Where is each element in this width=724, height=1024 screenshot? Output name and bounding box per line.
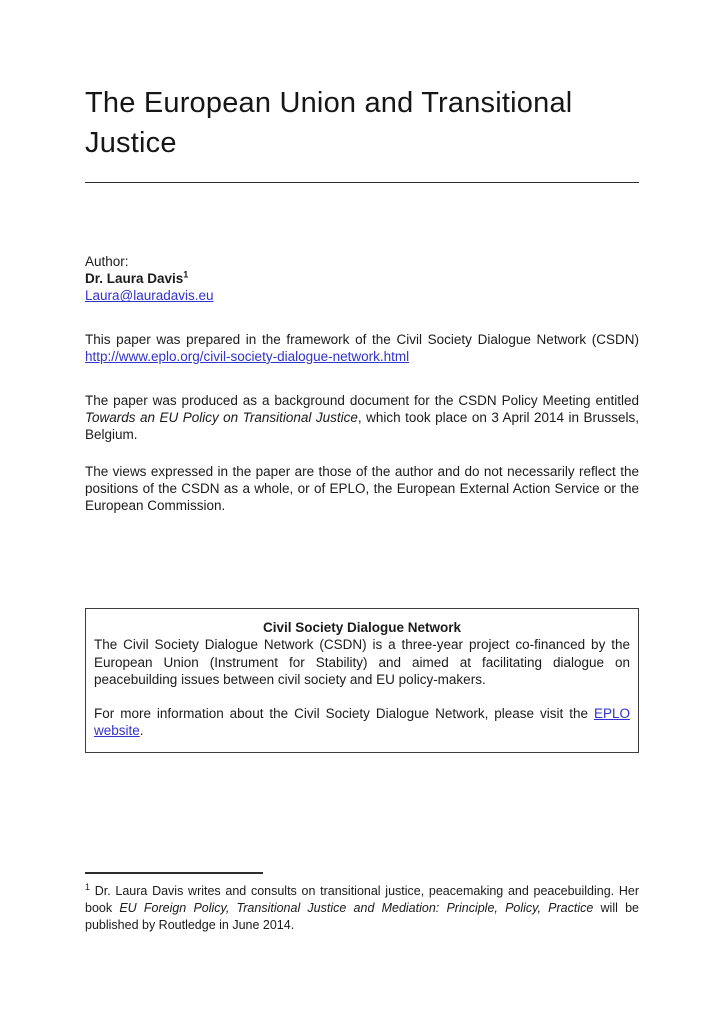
footnote-text-post: will be published by Routledge in June 2014. bbox=[85, 901, 639, 932]
meeting-title-italic: Towards an EU Policy on Transitional Justice bbox=[85, 410, 358, 426]
more-info-text: For more information about the Civil Society Dialogue Network, please visit the bbox=[94, 706, 594, 722]
page-title: The European Union and Transitional Justice bbox=[85, 87, 573, 159]
footnote-number: 1 bbox=[85, 882, 91, 893]
title-divider bbox=[85, 182, 639, 183]
more-info-period: . bbox=[139, 723, 144, 739]
background-text-pre: The paper was produced as a background document for the CSDN Policy Meeting entitled bbox=[85, 393, 639, 409]
author-name-text: Dr. Laura Davis bbox=[85, 271, 184, 287]
csdn-box-heading: Civil Society Dialogue Network bbox=[262, 620, 462, 636]
author-block bbox=[85, 253, 639, 305]
author-name bbox=[85, 270, 639, 287]
book-title-italic: EU Foreign Policy, Transitional Justice and Mediation: Principle, Policy, Practice bbox=[119, 901, 594, 916]
footnote bbox=[85, 883, 639, 933]
page-content bbox=[0, 83, 724, 933]
csdn-box-more-info bbox=[94, 705, 630, 739]
csdn-network-url-link[interactable]: http://www.eplo.org/civil-society-dialogue-network.html bbox=[85, 348, 410, 364]
csdn-box-description: The Civil Society Dialogue Network (CSDN) is a three-year project co-financed by the European Union (Instrument for Stability) and aimed at facilitating dialogue on peacebuilding issues between civil society and EU policy-makers. bbox=[94, 637, 630, 687]
csdn-framework-paragraph bbox=[85, 331, 639, 365]
background-text-post: , which took place on 3 April 2014 in Brussels, Belgium. bbox=[85, 410, 640, 443]
background-paragraph bbox=[85, 392, 639, 444]
footnote-reference-marker: 1 bbox=[183, 269, 189, 280]
csdn-framework-text: This paper was prepared in the framework of the Civil Society Dialogue Network (CSDN) bbox=[85, 331, 639, 347]
disclaimer-paragraph: The views expressed in the paper are those of the author and do not necessarily reflect the positions of the CSDN as a whole, or of EPLO, the European External Action Service or the European Commission. bbox=[85, 463, 639, 514]
eplo-website-link[interactable]: EPLO website bbox=[94, 706, 630, 739]
footnote-text-pre: Dr. Laura Davis writes and consults on transitional justice, peacemaking and peacebuilding. Her book bbox=[85, 884, 639, 916]
footnote-separator bbox=[85, 872, 263, 874]
author-label: Author: bbox=[85, 254, 129, 269]
csdn-info-box bbox=[85, 608, 639, 753]
author-email-link[interactable]: Laura@lauradavis.eu bbox=[85, 288, 214, 304]
